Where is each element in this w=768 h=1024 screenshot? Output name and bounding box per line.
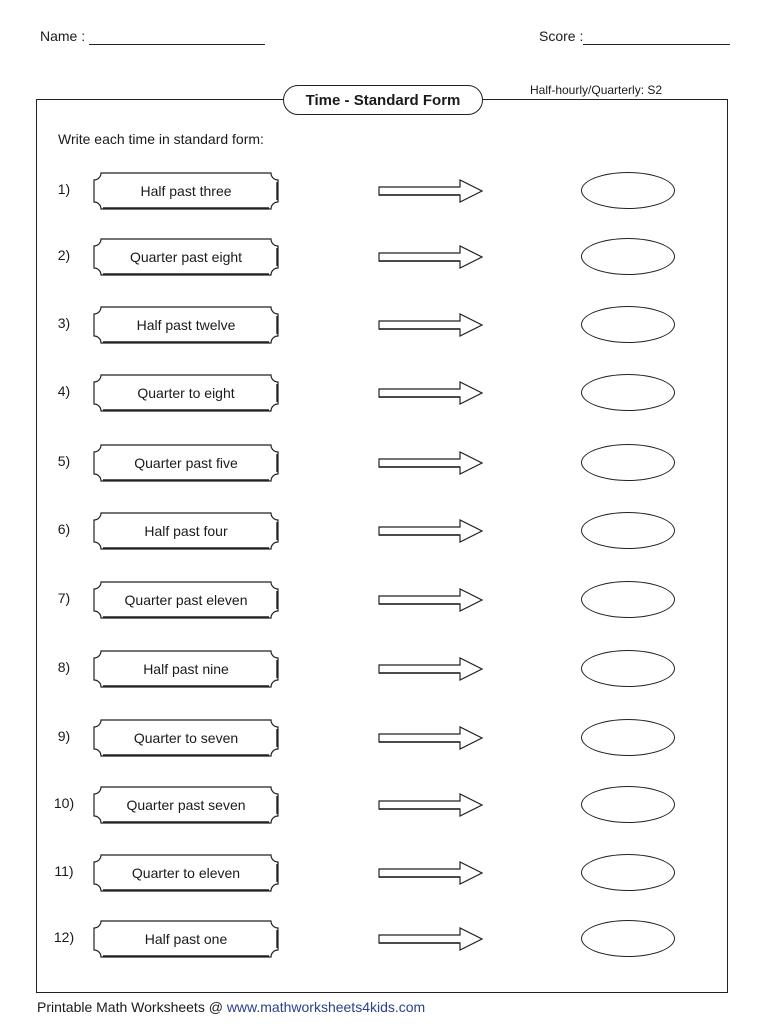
right-arrow-icon	[378, 313, 484, 337]
problem-number: 10)	[53, 795, 75, 811]
time-phrase-box	[93, 581, 279, 619]
answer-oval[interactable]	[581, 719, 675, 756]
problem-row	[0, 237, 768, 277]
problem-row	[0, 919, 768, 959]
problem-number: 9)	[57, 728, 71, 744]
problem-number: 11)	[54, 863, 74, 879]
problem-number: 5)	[57, 453, 71, 469]
time-phrase: Quarter past eight	[129, 249, 243, 265]
problem-row	[0, 443, 768, 483]
problem-number: 4)	[57, 383, 71, 399]
answer-oval[interactable]	[581, 786, 675, 823]
problem-number: 6)	[57, 521, 71, 537]
score-label: Score :	[539, 28, 584, 44]
time-phrase: Quarter to seven	[133, 730, 239, 746]
right-arrow-icon	[378, 381, 484, 405]
time-phrase: Quarter past seven	[126, 797, 246, 813]
time-phrase-box	[93, 854, 279, 892]
answer-oval[interactable]	[581, 581, 675, 618]
time-phrase: Quarter to eight	[137, 385, 235, 401]
problem-row	[0, 649, 768, 689]
problem-number: 2)	[57, 247, 71, 263]
answer-oval[interactable]	[581, 920, 675, 957]
time-phrase-box	[93, 512, 279, 550]
time-phrase-box	[93, 920, 279, 958]
time-phrase: Half past one	[144, 931, 228, 947]
problem-row	[0, 853, 768, 893]
right-arrow-icon	[378, 588, 484, 612]
problem-row	[0, 511, 768, 551]
right-arrow-icon	[378, 657, 484, 681]
time-phrase: Quarter past eleven	[124, 592, 248, 608]
problem-row	[0, 171, 768, 211]
footer	[37, 999, 425, 1015]
worksheet-code: Half-hourly/Quarterly: S2	[530, 83, 663, 97]
footer-text: Printable Math Worksheets @	[37, 999, 227, 1015]
time-phrase: Half past twelve	[136, 317, 236, 333]
right-arrow-icon	[378, 927, 484, 951]
worksheet-title: Time - Standard Form	[283, 85, 483, 115]
time-phrase-box	[93, 650, 279, 688]
right-arrow-icon	[378, 179, 484, 203]
time-phrase-box	[93, 719, 279, 757]
time-phrase: Half past four	[144, 523, 228, 539]
time-phrase-box	[93, 306, 279, 344]
time-phrase: Half past three	[140, 183, 232, 199]
answer-oval[interactable]	[581, 238, 675, 275]
time-phrase-box	[93, 374, 279, 412]
right-arrow-icon	[378, 861, 484, 885]
right-arrow-icon	[378, 726, 484, 750]
problem-row	[0, 373, 768, 413]
problem-number: 3)	[57, 315, 71, 331]
time-phrase-box	[93, 786, 279, 824]
time-phrase-box	[93, 172, 279, 210]
time-phrase: Half past nine	[143, 661, 229, 677]
problem-row	[0, 305, 768, 345]
answer-oval[interactable]	[581, 444, 675, 481]
right-arrow-icon	[378, 451, 484, 475]
answer-oval[interactable]	[581, 172, 675, 209]
answer-oval[interactable]	[581, 306, 675, 343]
right-arrow-icon	[378, 793, 484, 817]
score-line[interactable]	[583, 44, 730, 45]
problem-row	[0, 718, 768, 758]
time-phrase-box	[93, 444, 279, 482]
problem-row	[0, 785, 768, 825]
answer-oval[interactable]	[581, 650, 675, 687]
right-arrow-icon	[378, 519, 484, 543]
right-arrow-icon	[378, 245, 484, 269]
instructions: Write each time in standard form:	[58, 131, 264, 147]
name-label: Name :	[40, 28, 86, 44]
answer-oval[interactable]	[581, 374, 675, 411]
footer-link[interactable]: www.mathworksheets4kids.com	[226, 999, 426, 1015]
time-phrase: Quarter to eleven	[131, 865, 241, 881]
problem-number: 7)	[57, 590, 71, 606]
answer-oval[interactable]	[581, 512, 675, 549]
time-phrase-box	[93, 238, 279, 276]
problem-number: 12)	[53, 929, 75, 945]
answer-oval[interactable]	[581, 854, 675, 891]
name-line[interactable]	[89, 44, 265, 45]
problem-number: 1)	[57, 181, 71, 197]
problem-row	[0, 580, 768, 620]
problem-number: 8)	[57, 659, 71, 675]
time-phrase: Quarter past five	[134, 455, 238, 471]
